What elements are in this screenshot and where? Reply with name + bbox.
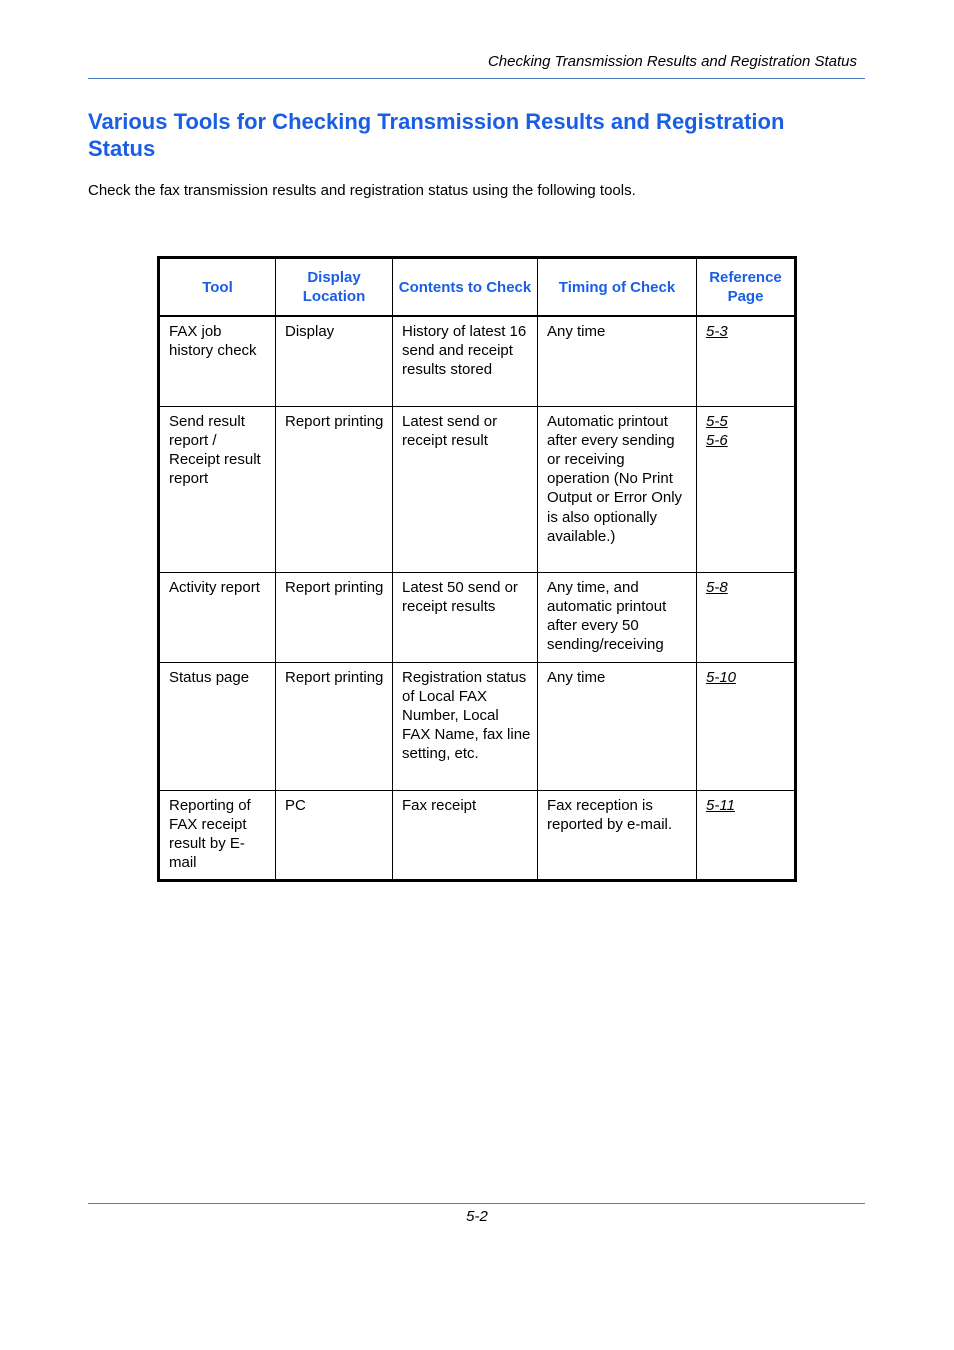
header-tool: Tool [159,258,276,317]
table-row [159,406,796,572]
intro-paragraph: Check the fax transmission results and registration status using the following tools. [88,182,636,199]
table-row [159,572,796,662]
running-header: Checking Transmission Results and Registration Status [487,53,857,70]
header-reference-page: Reference Page [697,258,796,317]
table-header-row [159,258,796,317]
reference-link[interactable]: 5-3 [706,323,728,340]
cell-reference [697,572,796,662]
cell-contents: Latest 50 send or receipt results [393,572,538,662]
cell-reference [697,406,796,572]
cell-display-location: PC [276,790,393,880]
cell-timing: Fax reception is reported by e-mail. [538,790,697,880]
reference-link[interactable]: 5-11 [706,796,735,814]
header-display-location: Display Location [276,258,393,317]
header-contents-to-check: Contents to Check [393,258,538,317]
cell-display-location: Display [276,316,393,406]
cell-timing: Any time [538,316,697,406]
cell-contents: History of latest 16 send and receipt results stored [393,316,538,406]
table-row [159,662,796,790]
cell-tool: Reporting of FAX receipt result by E-mail [159,790,276,880]
cell-timing: Automatic printout after every sending or receiving operation (No Print Output or Error Only is also optionally available.) [538,406,697,572]
cell-timing: Any time, and automatic printout after every 50 sending/receiving [538,572,697,662]
section-title: Various Tools for Checking Transmission Results and Registration Status [88,109,785,161]
page-number: 5-2 [466,1208,488,1225]
footer-rule [88,1203,865,1204]
cell-contents: Fax receipt [393,790,538,880]
cell-display-location: Report printing [276,572,393,662]
cell-reference [697,790,796,880]
header-rule [88,78,865,79]
cell-reference [697,316,796,406]
cell-tool: Send result report / Receipt result report [159,406,276,572]
cell-display-location: Report printing [276,406,393,572]
cell-tool: Status page [159,662,276,790]
cell-display-location: Report printing [276,662,393,790]
reference-link[interactable]: 5-6 [706,431,728,449]
reference-link[interactable]: 5-10 [706,668,737,686]
cell-tool: Activity report [159,572,276,662]
header-timing-of-check: Timing of Check [538,258,697,317]
tools-table [157,256,797,882]
cell-reference [697,662,796,790]
cell-contents: Registration status of Local FAX Number, Local FAX Name, fax line setting, etc. [393,662,538,790]
table-row [159,790,796,880]
cell-contents: Latest send or receipt result [393,406,538,572]
table-row [159,316,796,406]
reference-link[interactable]: 5-5 [706,412,728,430]
cell-tool: FAX job history check [159,316,276,406]
reference-link[interactable]: 5-8 [706,578,728,596]
cell-timing: Any time [538,662,697,790]
